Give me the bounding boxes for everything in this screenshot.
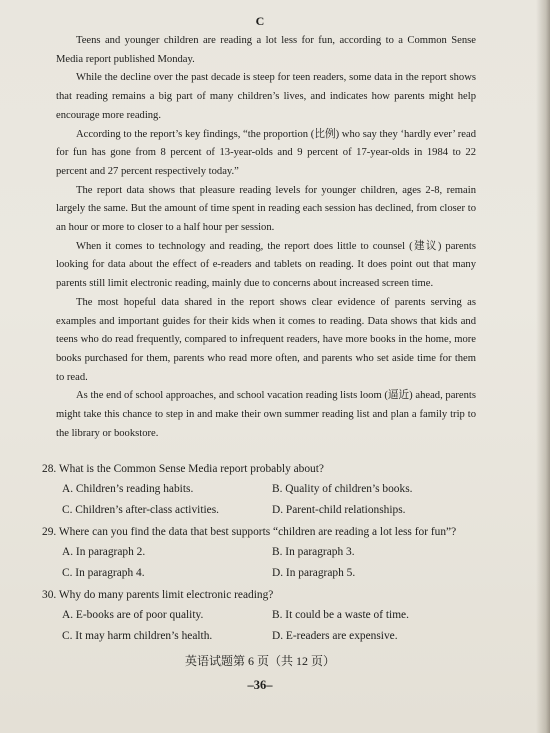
option-b: B. In paragraph 3. — [272, 546, 355, 558]
page-number: –36– — [247, 678, 273, 692]
question-list — [42, 460, 482, 647]
page-label: 英语试题第 6 页（共 12 页） — [184, 654, 335, 668]
passage-paragraph: Teens and younger children are reading a lot less for fun, according to a Common Sense Media report published Monday. — [56, 35, 476, 65]
option-d: D. In paragraph 5. — [272, 567, 356, 579]
option-a: A. In paragraph 2. — [62, 546, 146, 558]
option-d: D. E-readers are expensive. — [272, 630, 398, 642]
option-c: C. In paragraph 4. — [62, 567, 145, 579]
option-b: B. Quality of children’s books. — [272, 483, 413, 495]
question-30 — [42, 586, 482, 647]
option-d: D. Parent-child relationships. — [272, 504, 406, 516]
passage-paragraph: As the end of school approaches, and school vacation reading lists loom (逼近) ahead, parents might take this chance to step in and make their own summer reading list and plan a family trip to the library or bookstore. — [56, 390, 476, 439]
question-28 — [42, 460, 482, 521]
option-a: A. Children’s reading habits. — [62, 483, 194, 495]
question-29 — [42, 523, 482, 584]
question-stem: 28. What is the Common Sense Media report probably about? — [42, 463, 324, 475]
page-binding-shadow — [536, 0, 550, 733]
option-a: A. E-books are of poor quality. — [62, 609, 204, 621]
option-b: B. It could be a waste of time. — [272, 609, 409, 621]
passage-paragraph: According to the report’s key findings, “the proportion (比例) who say they ‘hardly ever’ read for fun has gone from 8 percent of 13-year-olds and 9 percent of 17-year-olds in 1984 to 22 percent and 27 percent respectively today.” — [56, 128, 476, 177]
option-c: C. It may harm children’s health. — [62, 630, 213, 642]
passage-paragraph: The most hopeful data shared in the report shows clear evidence of parents serving as examples and important guides for their kids when it comes to reading. Data shows that kids and teens who do read frequently, compared to infrequent readers, have more books in the home, more books purchased for them, parents who read more often, and parents who set aside time for them to read. — [56, 296, 476, 383]
question-stem: 30. Why do many parents limit electronic reading? — [42, 589, 274, 601]
passage-paragraph: When it comes to technology and reading, the report does little to counsel (建议) parents looking for data about the effect of e-readers and tablets on reading. It does point out that many parents still limit electronic reading, mainly due to concerns about increased screen time. — [56, 240, 476, 290]
passage-paragraph: The report data shows that pleasure reading levels for younger children, ages 2-8, remain largely the same. But the amount of time spent in reading each session has declined, from closer to an hour or more to closer to a half hour per session. — [56, 184, 476, 234]
section-heading: C — [255, 14, 265, 28]
reading-passage — [56, 32, 476, 443]
question-stem: 29. Where can you find the data that best supports “children are reading a lot less for fun”? — [42, 526, 457, 538]
passage-paragraph: While the decline over the past decade is steep for teen readers, some data in the report shows that reading remains a big part of many children’s lives, and indicates how parents might help encourage more reading. — [56, 72, 476, 121]
option-c: C. Children’s after-class activities. — [62, 504, 219, 516]
